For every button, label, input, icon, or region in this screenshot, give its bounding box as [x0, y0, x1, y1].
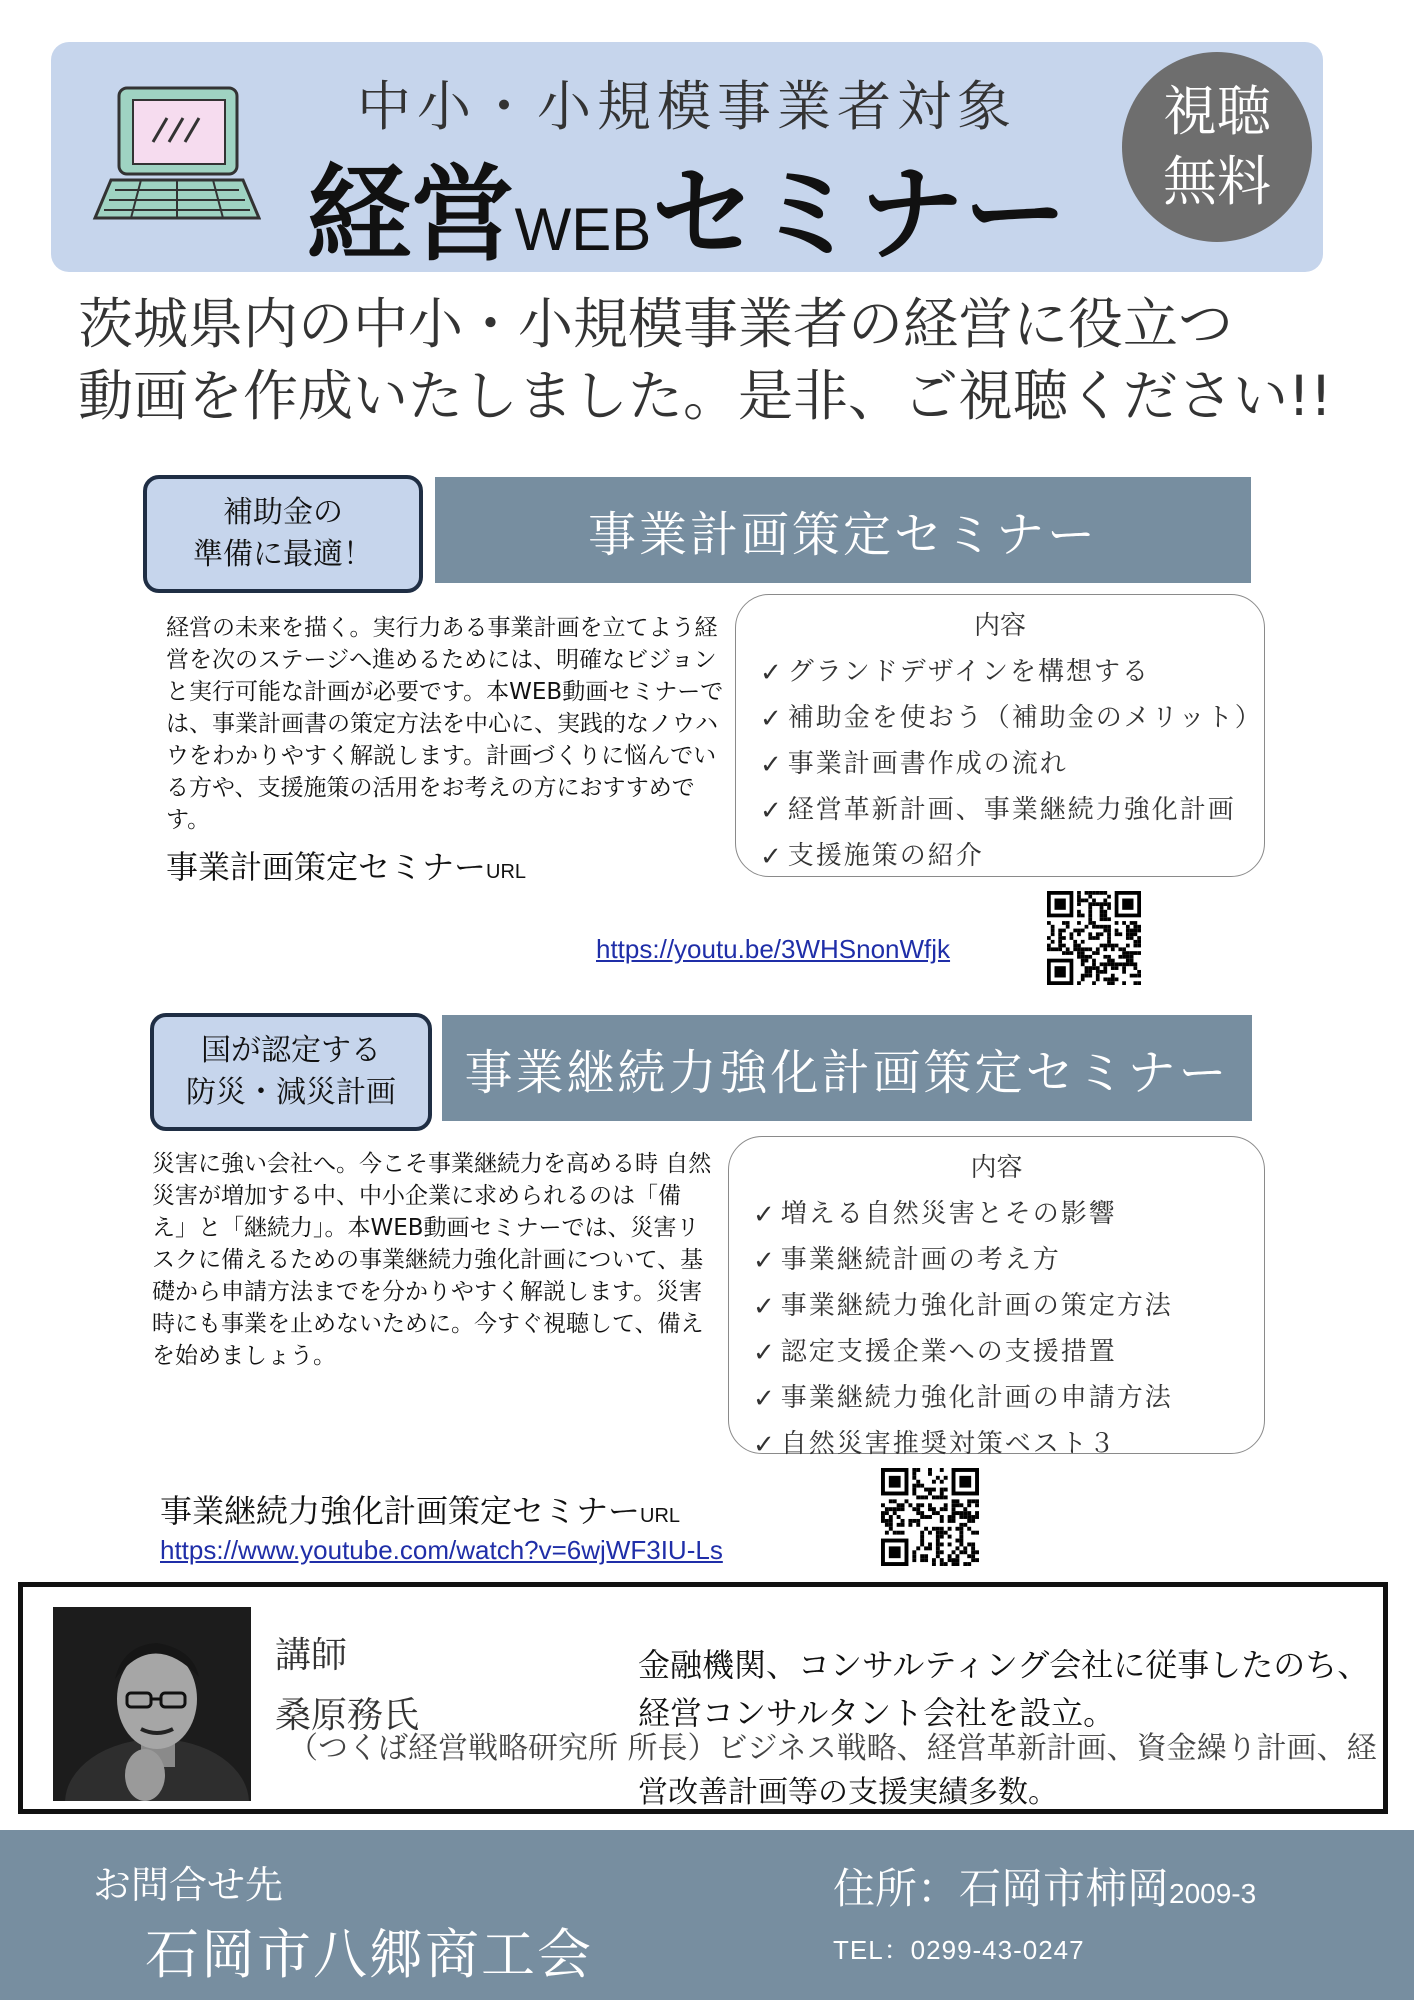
- intro-line-1: 茨城県内の中小・小規模事業者の経営に役立つ: [78, 292, 1234, 356]
- checkmark-icon: ✓: [753, 1246, 777, 1276]
- seminar2-url-suffix: URL: [640, 1505, 681, 1527]
- seminar2-tag: [150, 1013, 432, 1131]
- seminar2-content-item: [753, 1368, 1264, 1414]
- instructor-photo: [53, 1607, 251, 1801]
- address-number: 2009-3: [1169, 1878, 1257, 1909]
- seminar1-content-item: [760, 826, 1264, 872]
- seminar1-tag-line1: 補助金の: [223, 495, 343, 530]
- checkmark-icon: ✓: [760, 658, 784, 688]
- seminar1-content-text: 補助金を使おう（補助金のメリット）: [787, 703, 1263, 733]
- seminar1-content-text: 支援施策の紹介: [787, 841, 984, 871]
- intro-text: [78, 288, 1378, 432]
- header-subtitle: 中小・小規模事業者対象: [357, 75, 1017, 138]
- seminar2-url-link[interactable]: https://www.youtube.com/watch?v=6wjWF3IU-Ls: [160, 1535, 723, 1565]
- checkmark-icon: ✓: [753, 1292, 777, 1322]
- seminar2-content-item: [753, 1276, 1264, 1322]
- address-label: 住所：石岡市柿岡: [833, 1864, 1170, 1913]
- footer: [0, 1830, 1414, 2000]
- seminar2-content-text: 認定支援企業への支援措置: [780, 1337, 1117, 1367]
- seminar2-content-text: 増える自然災害とその影響: [780, 1199, 1117, 1229]
- title-web: WEB: [514, 196, 652, 263]
- seminar2-content-text: 自然災害推奨対策ベスト３: [780, 1429, 1117, 1459]
- seminar2-content-item: [753, 1322, 1264, 1368]
- seminar1-content-item: [760, 688, 1264, 734]
- seminar1-content-text: 経営革新計画、事業継続力強化計画: [787, 795, 1236, 825]
- bio-line-2: 経営コンサルタント会社を設立。: [638, 1694, 1116, 1732]
- seminar2-tag-line2: 防災・減災計画: [186, 1075, 396, 1110]
- instructor-role: 講師: [275, 1635, 348, 1676]
- seminar1-qr-code[interactable]: [1047, 891, 1141, 985]
- instructor-bio: [638, 1641, 1388, 1737]
- badge-line-2: 無料: [1163, 150, 1271, 213]
- seminar1-tag: [143, 475, 423, 593]
- checkmark-icon: ✓: [760, 842, 784, 872]
- bio-line-1: 金融機関、コンサルティング会社に従事したのち、: [638, 1646, 1370, 1684]
- free-viewing-badge: [1122, 52, 1312, 242]
- seminar2-url-label: [160, 1486, 680, 1532]
- seminar2-description: 災害に強い会社へ。今こそ事業継続力を高める時 自然災害が増加する中、中小企業に求められるのは「備え」と「継続力」。本WEB動画セミナーでは、災害リスクに備えるための事業継続力強化計画について、基礎から申請方法までを分かりやすく解説します。災害時にも事業を止めないために。今すぐ視聴して、備えを始めましょう。: [152, 1151, 712, 1369]
- contact-label: お問合せ先: [93, 1863, 284, 1907]
- seminar2-content-text: 事業継続力強化計画の策定方法: [780, 1291, 1173, 1321]
- seminar2-contents-box: [728, 1136, 1265, 1460]
- seminar1-url-link[interactable]: https://youtu.be/3WHSnonWfjk: [596, 934, 951, 964]
- badge-line-1: 視聴: [1163, 80, 1271, 143]
- seminar2-contents-list: [729, 1184, 1264, 1460]
- seminar2-content-text: 事業継続力強化計画の申請方法: [780, 1383, 1173, 1413]
- checkmark-icon: ✓: [760, 704, 784, 734]
- bio-line-3: 営改善計画等の支援実績多数。: [638, 1775, 1058, 1810]
- seminar1-banner: 事業計画策定セミナー: [435, 477, 1251, 583]
- instructor-title: （つくば経営戦略研究所 所長）ビジネス戦略、経営革新計画、資金繰り計画、経: [288, 1731, 1377, 1766]
- seminar1-contents-box: [735, 594, 1265, 877]
- checkmark-icon: ✓: [760, 796, 784, 826]
- seminar2-content-item: [753, 1184, 1264, 1230]
- seminar1-content-text: 事業計画書作成の流れ: [787, 749, 1068, 779]
- instructor-box: [18, 1582, 1388, 1814]
- seminar1-content-item: [760, 642, 1264, 688]
- title-tail: セミナー: [651, 153, 1068, 275]
- address: [833, 1856, 1256, 1916]
- checkmark-icon: ✓: [760, 750, 784, 780]
- seminar2-qr-code[interactable]: [881, 1468, 979, 1566]
- telephone[interactable]: TEL：0299-43-0247: [833, 1935, 1085, 1965]
- seminar2-tag-line1: 国が認定する: [201, 1033, 381, 1068]
- seminar2-content-item: [753, 1230, 1264, 1276]
- seminar2-contents-title: 内容: [970, 1153, 1023, 1183]
- checkmark-icon: ✓: [753, 1338, 777, 1368]
- title-main: 経営: [306, 153, 515, 275]
- seminar1-content-item: [760, 780, 1264, 826]
- seminar1-contents-list: [736, 642, 1264, 872]
- seminar1-url-label-text: 事業計画策定セミナー: [166, 848, 487, 886]
- organization-name: 石岡市八郷商工会: [145, 1923, 593, 1986]
- seminar1-contents-title: 内容: [973, 611, 1026, 641]
- seminar2-content-text: 事業継続計画の考え方: [780, 1245, 1061, 1275]
- seminar2-url-label-text: 事業継続力強化計画策定セミナー: [160, 1492, 641, 1530]
- checkmark-icon: ✓: [753, 1430, 777, 1460]
- seminar2-content-item: [753, 1414, 1264, 1460]
- intro-line-2: 動画を作成いたしました。是非、ご視聴ください!!: [78, 364, 1333, 428]
- seminar2-banner: 事業継続力強化計画策定セミナー: [442, 1015, 1252, 1121]
- checkmark-icon: ✓: [753, 1200, 777, 1230]
- seminar1-tag-line2: 準備に最適！: [193, 537, 373, 572]
- seminar1-url-label: [166, 842, 526, 888]
- seminar1-description: 経営の未来を描く。実行力ある事業計画を立てよう経営を次のステージへ進めるためには、明確なビジョンと実行可能な計画が必要です。本WEB動画セミナーでは、事業計画書の策定方法を中心に、実践的なノウハウをわかりやすく解説します。計画づくりに悩んでいる方や、支援施策の活用をお考えの方におすすめです。: [166, 615, 724, 833]
- seminar1-url-suffix: URL: [486, 861, 527, 883]
- seminar1-content-item: [760, 734, 1264, 780]
- checkmark-icon: ✓: [753, 1384, 777, 1414]
- seminar1-content-text: グランドデザインを構想する: [787, 657, 1150, 687]
- instructor-name: 桑原務氏: [275, 1695, 420, 1736]
